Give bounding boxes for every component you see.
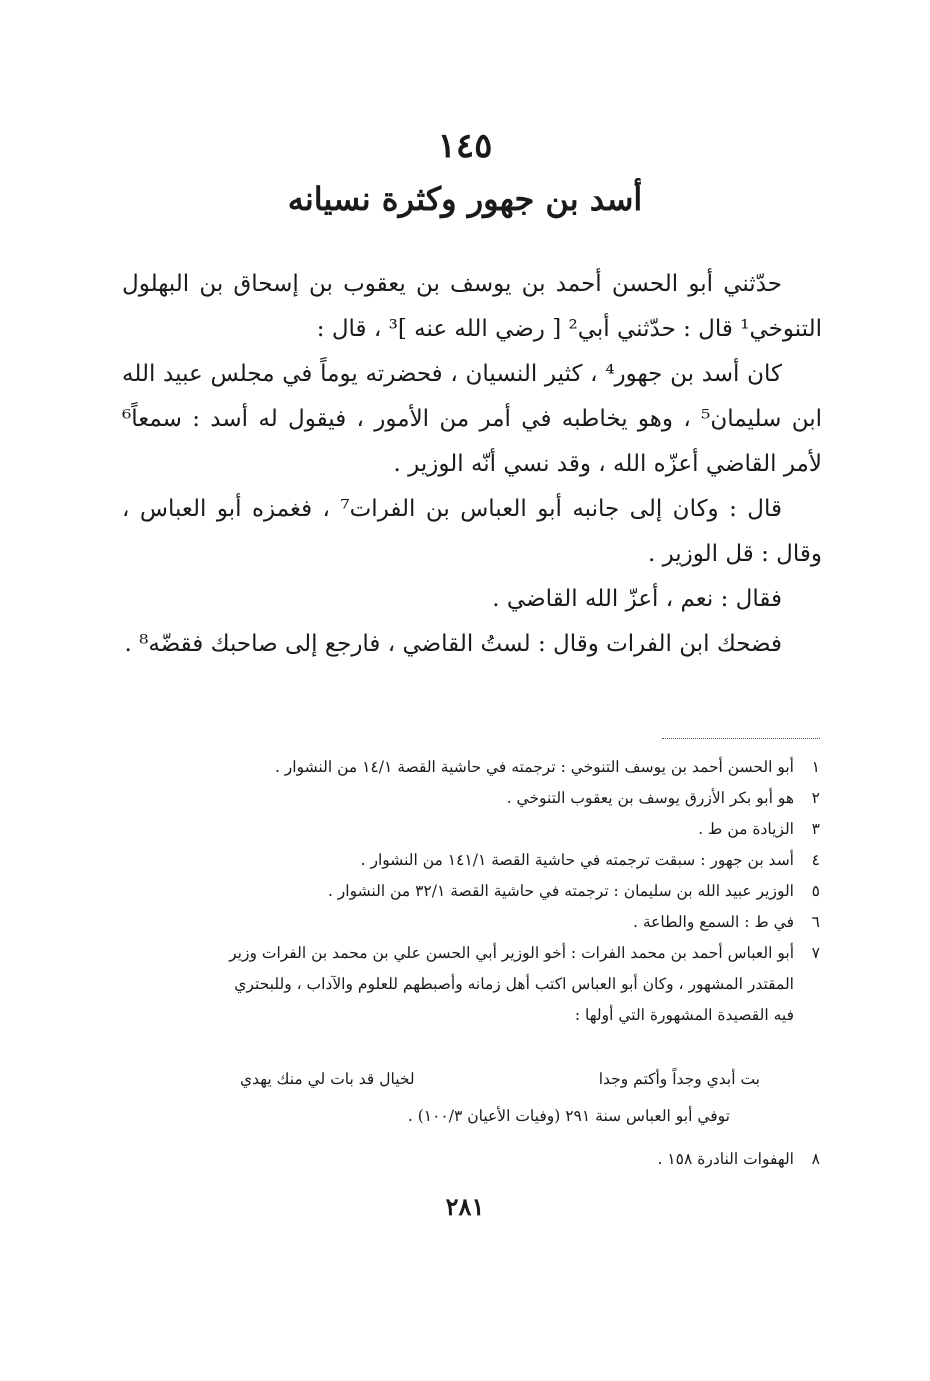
page-number: ٢٨١ bbox=[445, 1192, 485, 1221]
story-title: أسد بن جهور وكثرة نسيانه bbox=[287, 180, 643, 218]
footnote-text: أبو الحسن أحمد بن يوسف التنوخي : ترجمته في حاشية القصة ١٤/١ من النشوار . bbox=[274, 758, 794, 776]
footnote-separator bbox=[662, 738, 820, 739]
verse-hemistich-first: بت أبدي وجداً وأكتم وجدا bbox=[598, 1070, 760, 1088]
verse-hemistich-second: لخيال قد بات لي منك يهدي bbox=[240, 1070, 415, 1088]
poem-verse bbox=[240, 1070, 760, 1088]
story-body bbox=[122, 262, 822, 667]
footnote-number: ٧ bbox=[811, 944, 820, 962]
paragraph: حدّثني أبو الحسن أحمد بن يوسف بن يعقوب بن إسحاق بن البهلول التنوخي¹ قال : حدّثني أبي² [ رضي الله عنه ]³ ، قال : bbox=[122, 271, 822, 342]
footnote-number: ٣ bbox=[811, 820, 820, 838]
footnote-text: أسد بن جهور : سبقت ترجمته في حاشية القصة ١٤١/١ من النشوار . bbox=[360, 851, 794, 869]
paragraph: فضحك ابن الفرات وقال : لستُ القاضي ، فارجع إلى صاحبك فقضّه⁸ . bbox=[124, 631, 782, 657]
footnote-continuation: توفي أبو العباس سنة ٢٩١ (وفيات الأعيان ١٠٠/٣) . bbox=[407, 1107, 730, 1125]
footnote bbox=[130, 938, 820, 1031]
footnote bbox=[657, 1150, 820, 1168]
footnote-text: الزيادة من ط . bbox=[698, 820, 794, 838]
footnote-number: ٤ bbox=[811, 851, 820, 869]
footnote bbox=[130, 814, 820, 845]
footnote-line: فيه القصيدة المشهورة التي أولها : bbox=[574, 1006, 794, 1024]
footnote bbox=[130, 907, 820, 938]
footnote-number: ٢ bbox=[811, 789, 820, 807]
footnote-text: الهفوات النادرة ١٥٨ . bbox=[657, 1150, 794, 1168]
footnote-text: الوزير عبيد الله بن سليمان : ترجمته في حاشية القصة ٣٢/١ من النشوار . bbox=[327, 882, 794, 900]
footnote-number: ٨ bbox=[811, 1150, 820, 1168]
footnote-number: ٦ bbox=[811, 913, 820, 931]
footnote-number: ٥ bbox=[811, 882, 820, 900]
footnote bbox=[130, 845, 820, 876]
footnote bbox=[130, 783, 820, 814]
footnote bbox=[130, 752, 820, 783]
footnotes bbox=[130, 752, 820, 1031]
footnote-line: المقتدر المشهور ، وكان أبو العباس اكتب أهل زمانه وأصبطهم للعلوم والآداب ، وللبحتري bbox=[234, 975, 794, 993]
footnote-line: أبو العباس أحمد بن محمد الفرات : أخو الوزير أبي الحسن علي بن محمد بن الفرات وزير bbox=[229, 944, 794, 962]
footnote-number: ١ bbox=[811, 758, 820, 776]
footnote-text bbox=[130, 938, 794, 1031]
paragraph: كان أسد بن جهور⁴ ، كثير النسيان ، فحضرته يوماً في مجلس عبيد الله ابن سليمان⁵ ، وهو يخاطبه في أمر من الأمور ، فيقول له أسد : سمعاً⁶ لأمر القاضي أعزّه الله ، وقد نسي أنّه الوزير . bbox=[122, 361, 822, 477]
footnote bbox=[130, 876, 820, 907]
footnote-text: في ط : السمع والطاعة . bbox=[632, 913, 794, 931]
paragraph: فقال : نعم ، أعزّ الله القاضي . bbox=[492, 586, 782, 612]
paragraph: قال : وكان إلى جانبه أبو العباس بن الفرات⁷ ، فغمزه أبو العباس ، وقال : قل الوزير . bbox=[122, 496, 822, 567]
footnote-text: هو أبو بكر الأزرق يوسف بن يعقوب التنوخي . bbox=[506, 789, 794, 807]
story-number: ١٤٥ bbox=[437, 126, 493, 166]
